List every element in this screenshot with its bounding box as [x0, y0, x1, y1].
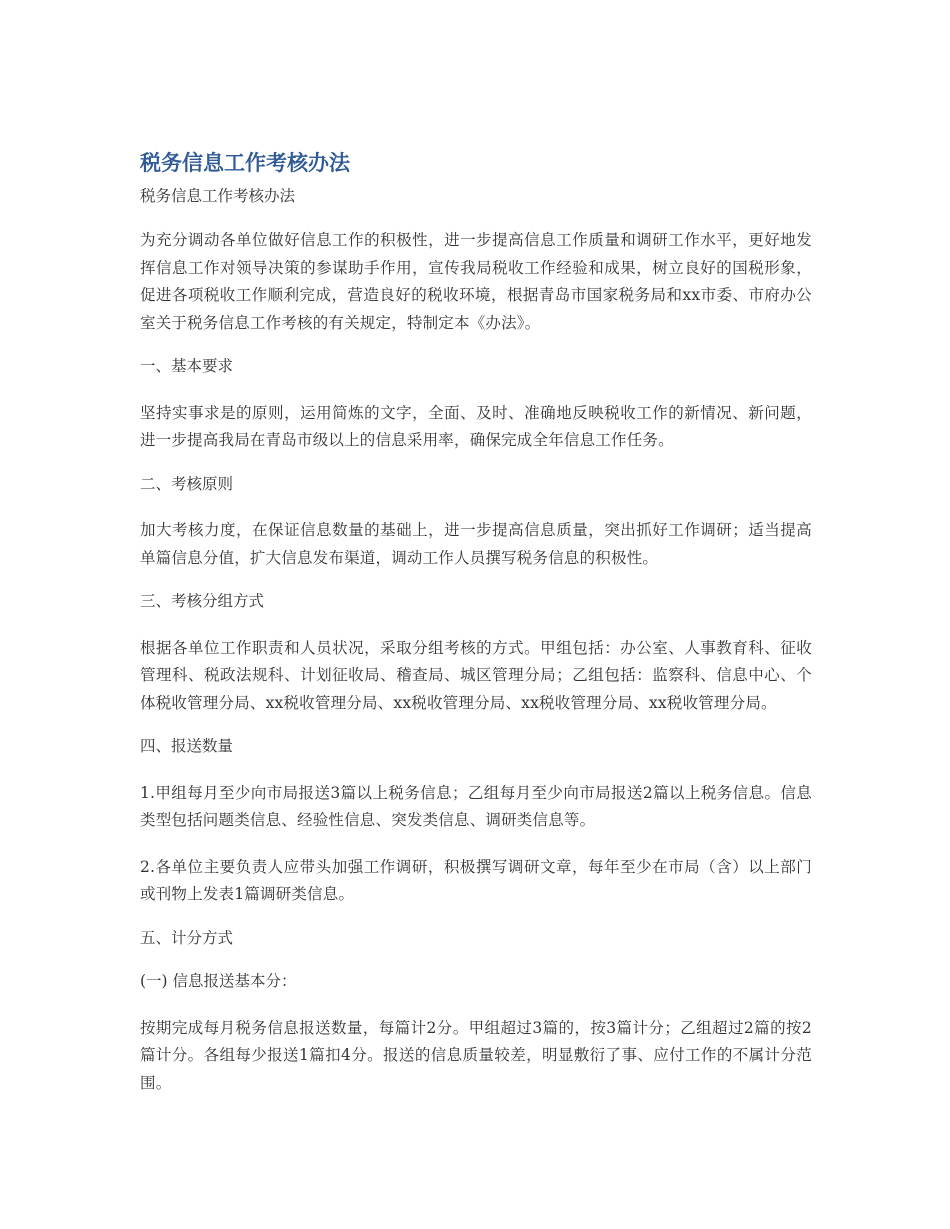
submission-quantity-item-1: 1.甲组每月至少向市局报送3篇以上税务信息；乙组每月至少向市局报送2篇以上税务信息。信息类型包括问题类信息、经验性信息、突发类信息、调研类信息等。 — [140, 783, 812, 829]
document-subtitle: 税务信息工作考核办法 — [140, 187, 296, 205]
section-heading-basic-requirements: 一、基本要求 — [140, 357, 234, 375]
subsection-heading-basic-score: (一) 信息报送基本分： — [140, 972, 297, 990]
section-heading-grouping-method: 三、考核分组方式 — [140, 592, 265, 610]
section-heading-submission-quantity: 四、报送数量 — [140, 737, 234, 755]
intro-paragraph: 为充分调动各单位做好信息工作的积极性，进一步提高信息工作质量和调研工作水平，更好地发挥信息工作对领导决策的参谋助手作用，宣传我局税收工作经验和成果，树立良好的国税形象，促进各项税收工作顺利完成，营造良好的税收环境，根据青岛市国家税务局和xx市委、市府办公室关于税务信息工作考核的有关规定，特制定本《办法》。 — [140, 231, 812, 332]
basic-requirements-paragraph: 坚持实事求是的原则，运用简炼的文字，全面、及时、准确地反映税收工作的新情况、新问题，进一步提高我局在青岛市级以上的信息采用率，确保完成全年信息工作任务。 — [140, 403, 812, 449]
grouping-method-paragraph: 根据各单位工作职责和人员状况，采取分组考核的方式。甲组包括：办公室、人事教育科、征收管理科、税政法规科、计划征收局、稽查局、城区管理分局；乙组包括：监察科、信息中心、个体税收管理分局、xx税收管理分局、xx税收管理分局、xx税收管理分局、xx税收管理分局。 — [140, 638, 812, 712]
document-content — [140, 148, 812, 1097]
section-heading-assessment-principles: 二、考核原则 — [140, 474, 234, 493]
assessment-principles-paragraph: 加大考核力度，在保证信息数量的基础上，进一步提高信息质量，突出抓好工作调研；适当提高单篇信息分值，扩大信息发布渠道，调动工作人员撰写税务信息的积极性。 — [140, 521, 812, 567]
document-title: 税务信息工作考核办法 — [140, 151, 350, 175]
basic-score-paragraph: 按期完成每月税务信息报送数量，每篇计2分。甲组超过3篇的，按3篇计分；乙组超过2篇的按2篇计分。各组每少报送1篇扣4分。报送的信息质量较差，明显敷衍了事、应付工作的不属计分范围。 — [140, 1018, 812, 1092]
section-heading-scoring-method: 五、计分方式 — [140, 928, 234, 947]
submission-quantity-item-2: 2.各单位主要负责人应带头加强工作调研，积极撰写调研文章，每年至少在市局（含）以上部门或刊物上发表1篇调研类信息。 — [140, 857, 812, 903]
